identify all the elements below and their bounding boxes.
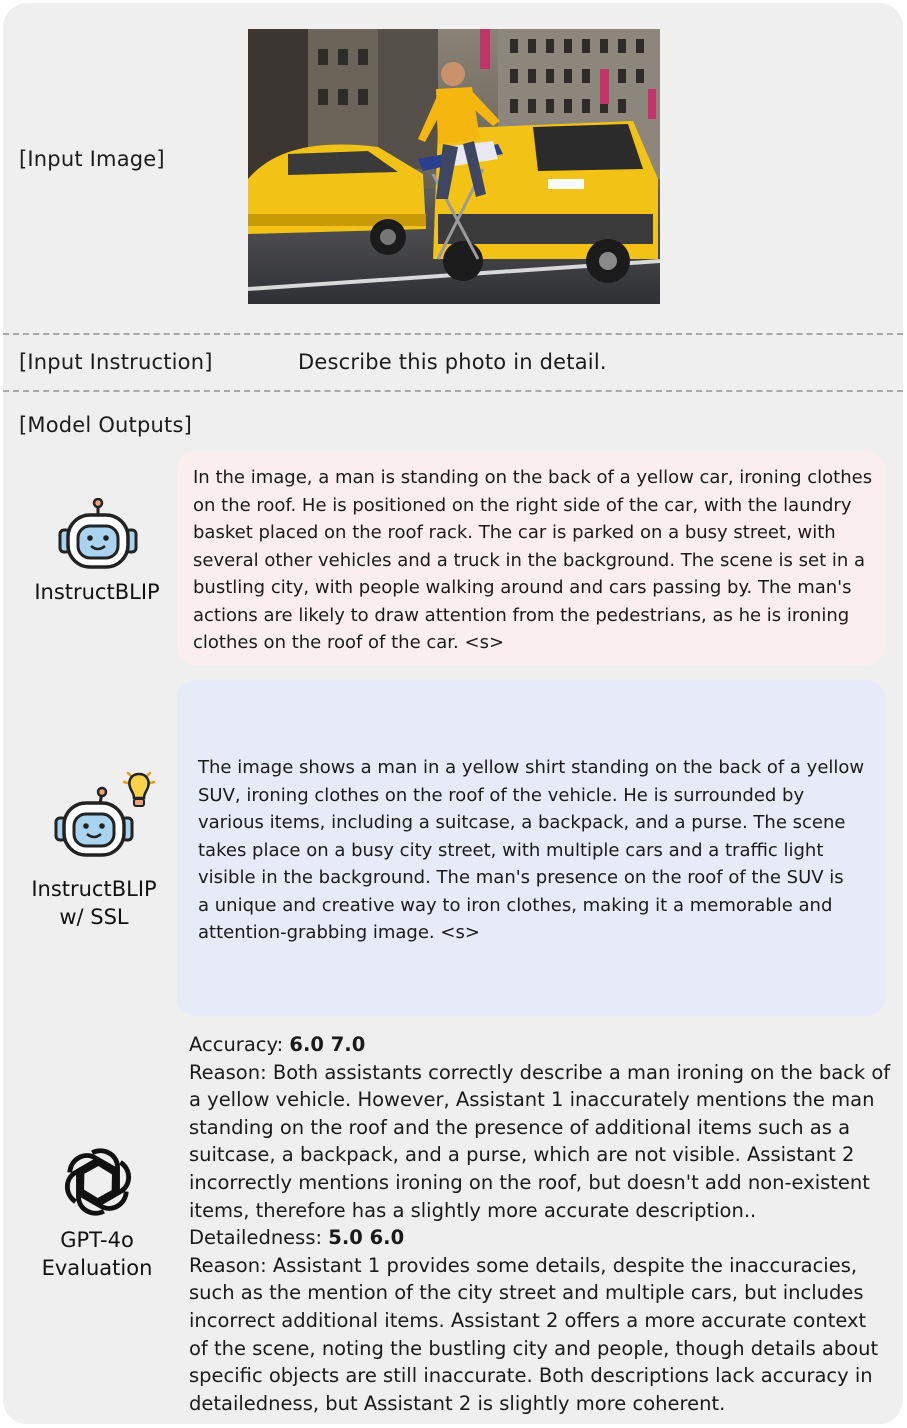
instruction-text: Describe this photo in detail. [298,350,607,374]
evaluation-text [189,1031,889,1417]
model2-line: SUV, ironing clothes on the roof of the vehicle. He is surrounded by [198,784,805,806]
model1-output-text [193,464,872,657]
robot-icon [58,498,138,574]
input-photo [248,29,660,304]
model1-line: In the image, a man is standing on the back of a yellow car, ironing clothes [193,467,873,488]
reason1-line: a yellow vehicle. However, Assistant 1 inaccurately mentions the man [189,1088,875,1112]
model1-line: basket placed on the roof rack. The car is parked on a busy street, with [193,522,836,543]
reason2-line: detailedness, but Assistant 2 is slightly more coherent. [189,1391,726,1415]
reason1-line: items, therefore has a slightly more accurate description.. [189,1198,757,1222]
accuracy-label: Accuracy: [189,1033,290,1056]
lightbulb-icon [120,768,158,814]
reason1-line: incorrectly mentions ironing on the roof, but doesn't add non-existent [189,1170,870,1194]
reason2-line: such as the mention of the city street and multiple cars, but includes [189,1281,864,1305]
accuracy-line [189,1031,889,1059]
reason2-line: of the scene, noting the bustling city and people, though details about [189,1336,879,1360]
model-outputs-label: [Model Outputs] [19,413,192,437]
divider-bottom [3,390,903,392]
model2-output-bubble [177,680,885,1016]
model2-output-text [198,754,864,947]
model1-name: InstructBLIP [34,580,160,604]
model2-line: takes place on a busy city street, with multiple cars and a traffic light [198,839,824,861]
model1-line: on the roof. He is positioned on the right side of the car, with the laundry [193,494,852,516]
reason2-line: incorrect additional items. Assistant 2 offers a more accurate context [189,1308,867,1332]
street-scene-illustration [248,29,660,304]
accuracy-scores: 6.0 7.0 [289,1033,366,1056]
model1-line: clothes on the roof of the car. <s> [193,632,505,653]
model1-line: several other vehicles and a truck in the background. The scene is set in a [193,549,866,571]
reason2-line: Reason: Assistant 1 provides some details, despite the inaccuracies, [189,1253,858,1277]
model2-name-line1: InstructBLIP [31,877,157,901]
model2-line: visible in the background. The man's presence on the roof of the SUV is [198,867,844,888]
model2-line: attention-grabbing image. <s> [198,922,480,943]
reason2-line: specific objects are still inaccurate. Both descriptions lack accuracy in [189,1364,873,1388]
evaluator-name-line1: GPT-4o [60,1228,134,1252]
evaluator-name [14,1226,180,1282]
evaluator-name-line2: Evaluation [41,1256,153,1280]
model2-name-line2: w/ SSL [59,905,129,929]
detailedness-label: Detailedness: [189,1226,329,1250]
detailedness-scores: 5.0 6.0 [328,1226,405,1250]
model2-line: a unique and creative way to iron clothes, making it a memorable and [198,894,833,916]
input-image-label: [Input Image] [19,147,165,171]
openai-logo-icon [59,1143,137,1225]
reason1-line: Reason: Both assistants correctly describe a man ironing on the back of [189,1060,891,1084]
detailedness-line [189,1224,889,1252]
model2-name [10,875,178,931]
input-instruction-label: [Input Instruction] [19,350,213,374]
model1-line: actions are likely to draw attention from the pedestrians, as he is ironing [193,604,850,626]
model1-line: bustling city, with people walking around and cars passing by. The man's [193,577,852,598]
reason1-line: standing on the roof and the presence of additional items such as a [189,1115,851,1139]
model2-line: various items, including a suitcase, a backpack, and a purse. The scene [198,812,846,833]
reason1-line: suitcase, a backpack, and a purse, which are not visible. Assistant 2 [189,1143,855,1167]
model2-line: The image shows a man in a yellow shirt standing on the back of a yellow [198,757,865,778]
divider-top [3,333,903,335]
model1-output-bubble [177,451,885,665]
